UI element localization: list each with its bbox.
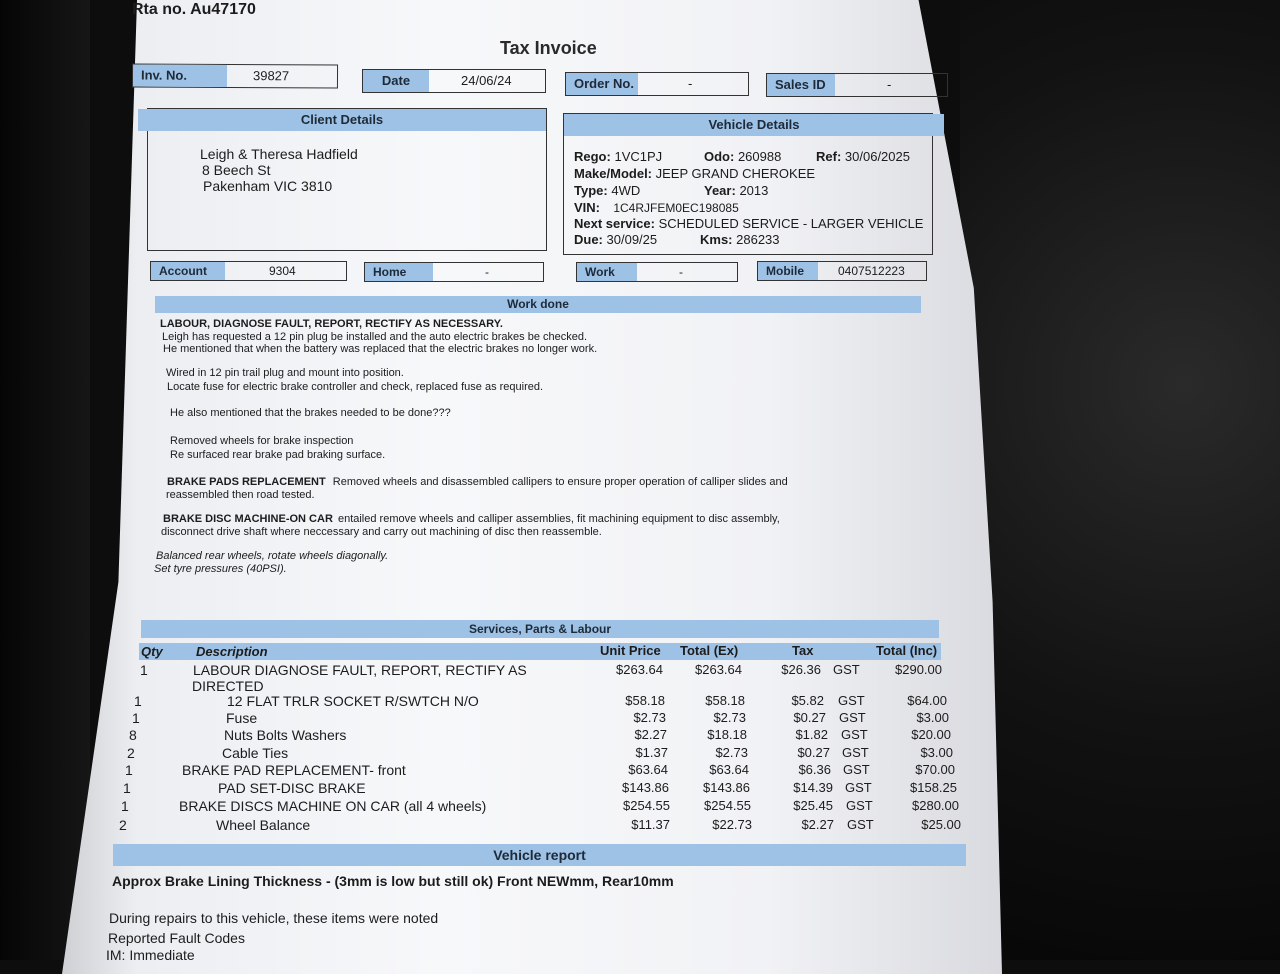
brake-disc-note: BRAKE DISC MACHINE-ON CAR entailed remove wheels and calliper assemblies, fit machining equipment to disc assembly, (163, 513, 780, 525)
row-qty: 1 (121, 798, 129, 814)
row-gst: GST (847, 817, 874, 832)
row-tax: $2.27 (801, 817, 834, 832)
work-line-7: Removed wheels for brake inspection (170, 435, 354, 447)
vehicle-make: JEEP GRAND CHEROKEE (655, 166, 816, 181)
row-unit-price: $263.64 (616, 662, 663, 677)
services-column-header: Qty Description Unit Price Total (Ex) Tax Total (Inc) (139, 643, 941, 660)
vehicle-odo: 260988 (737, 149, 782, 164)
work-line-9: Balanced rear wheels, rotate wheels diagonally. (156, 550, 389, 562)
client-details-heading: Client Details (138, 109, 546, 131)
row-tax: $5.82 (791, 693, 824, 708)
row-gst: GST (833, 662, 860, 677)
work-line-3: He mentioned that when the battery was replaced that the electric brakes no longer work. (163, 343, 598, 355)
row-qty: 1 (140, 662, 148, 678)
row-tax: $26.36 (781, 662, 821, 677)
date-field: Date 24/06/24 (362, 69, 546, 93)
service-due: 30/09/25 (606, 232, 658, 247)
row-unit-price: $11.37 (631, 817, 670, 832)
vehicle-year: 2013 (739, 183, 769, 198)
work-line-1: LABOUR, DIAGNOSE FAULT, REPORT, RECTIFY AS NECESSARY. (160, 318, 503, 330)
row-tax: $14.39 (793, 780, 833, 795)
row-description: Nuts Bolts Washers (224, 727, 347, 743)
row-total-inc: $64.00 (907, 693, 947, 708)
row-unit-price: $58.18 (625, 693, 665, 708)
row-total-inc: $158.25 (910, 780, 957, 795)
row-gst: GST (846, 798, 873, 813)
brake-pads-note-2: reassembled then road tested. (166, 489, 315, 501)
service-kms: 286233 (736, 232, 780, 247)
row-total-ex: $58.18 (705, 693, 745, 708)
row-total-ex: $2.73 (715, 745, 748, 760)
row-qty: 1 (125, 762, 133, 778)
row-description: PAD SET-DISC BRAKE (218, 780, 366, 796)
row-gst: GST (842, 745, 869, 760)
work-line-4: Wired in 12 pin trail plug and mount into position. (166, 367, 404, 379)
row-unit-price: $2.27 (634, 727, 667, 742)
row-tax: $0.27 (797, 745, 830, 760)
vehicle-details-box: Vehicle Details Rego: 1VC1PJ Odo: 260988 Ref: 30/06/2025 Make/Model: JEEP GRAND CHEROKEE Type: 4WD Year: 2013 VIN: 1C4RJFEM0EC198085 Next service: SCHEDULED SERVICE - LARGER VEHICLE Due: 30/09/25 Kms: 286233 (563, 113, 933, 255)
services-heading: Services, Parts & Labour (141, 620, 939, 638)
vehicle-rego: 1VC1PJ (614, 149, 663, 164)
row-description: BRAKE DISCS MACHINE ON CAR (all 4 wheels) (179, 798, 487, 814)
row-description: DIRECTED (192, 678, 264, 694)
row-total-ex: $18.18 (707, 727, 747, 742)
order-number-field: Order No. - (565, 72, 749, 96)
next-service: SCHEDULED SERVICE - LARGER VEHICLE (658, 216, 924, 231)
repairs-noted: During repairs to this vehicle, these items were noted (109, 910, 439, 926)
row-description: Fuse (226, 710, 258, 726)
row-unit-price: $254.55 (623, 798, 670, 813)
work-line-8: Re surfaced rear brake pad braking surface. (170, 449, 386, 461)
row-total-inc: $290.00 (895, 662, 942, 677)
work-line-6: He also mentioned that the brakes needed to be done??? (170, 407, 451, 419)
row-total-ex: $254.55 (704, 798, 751, 813)
brake-disc-note-2: disconnect drive shaft where neccessary and carry out machining of disc then reassemble. (161, 526, 602, 538)
row-qty: 1 (134, 693, 142, 709)
mobile-field: Mobile 0407512223 (757, 261, 927, 281)
row-total-ex: $2.73 (713, 710, 746, 725)
row-unit-price: $1.37 (635, 745, 668, 760)
row-total-ex: $143.86 (703, 780, 750, 795)
row-gst: GST (841, 727, 868, 742)
row-qty: 1 (132, 710, 140, 726)
row-qty: 8 (129, 727, 137, 743)
vehicle-vin: 1C4RJFEM0EC198085 (613, 201, 739, 215)
row-total-inc: $3.00 (920, 745, 953, 760)
vehicle-report-heading: Vehicle report (113, 844, 966, 866)
brake-pads-note: BRAKE PADS REPLACEMENT Removed wheels and disassembled callipers to ensure proper operation of calliper slides and (167, 476, 788, 488)
work-done-heading: Work done (155, 296, 921, 313)
home-phone-field: Home - (364, 262, 544, 282)
row-tax: $25.45 (793, 798, 833, 813)
row-total-inc: $280.00 (912, 798, 959, 813)
client-name: Leigh & Theresa Hadfield (200, 146, 358, 162)
invoice-number-field: Inv. No. 39827 (132, 63, 338, 88)
row-total-ex: $263.64 (695, 662, 742, 677)
row-total-ex: $22.73 (712, 817, 752, 832)
row-total-inc: $70.00 (915, 762, 955, 777)
row-description: BRAKE PAD REPLACEMENT- front (182, 762, 406, 778)
row-total-inc: $3.00 (916, 710, 949, 725)
work-line-2: Leigh has requested a 12 pin plug be installed and the auto electric brakes be checked. (162, 331, 588, 343)
rta-number: Rta no. Au47170 (132, 1, 256, 18)
row-gst: GST (839, 710, 866, 725)
row-unit-price: $143.86 (622, 780, 669, 795)
row-tax: $0.27 (793, 710, 826, 725)
row-qty: 2 (127, 745, 135, 761)
brake-lining-thickness: Approx Brake Lining Thickness - (3mm is low but still ok) Front NEWmm, Rear10mm (112, 873, 674, 889)
work-line-10: Set tyre pressures (40PSI). (154, 563, 287, 575)
row-tax: $6.36 (798, 762, 831, 777)
row-qty: 2 (119, 817, 127, 833)
row-gst: GST (845, 780, 872, 795)
document-title: Tax Invoice (500, 38, 597, 58)
row-total-inc: $20.00 (911, 727, 951, 742)
row-description: Wheel Balance (216, 817, 311, 833)
reported-fault-codes: Reported Fault Codes (108, 930, 245, 946)
account-field: Account 9304 (150, 261, 347, 281)
work-line-5: Locate fuse for electric brake controller and check, replaced fuse as required. (167, 381, 544, 393)
immediate-label: IM: Immediate (106, 947, 195, 963)
vehicle-type: 4WD (611, 183, 641, 198)
row-description: 12 FLAT TRLR SOCKET R/SWTCH N/O (227, 693, 479, 709)
vehicle-details-heading: Vehicle Details (564, 114, 944, 136)
work-phone-field: Work - (576, 262, 738, 282)
row-tax: $1.82 (795, 727, 828, 742)
row-gst: GST (843, 762, 870, 777)
row-qty: 1 (123, 780, 131, 796)
row-gst: GST (838, 693, 865, 708)
vehicle-ref: 30/06/2025 (844, 149, 910, 164)
row-unit-price: $2.73 (633, 710, 666, 725)
client-city: Pakenham VIC 3810 (203, 178, 333, 194)
row-unit-price: $63.64 (628, 762, 668, 777)
sales-id-field: Sales ID - (766, 73, 948, 97)
row-description: LABOUR DIAGNOSE FAULT, REPORT, RECTIFY AS (193, 662, 527, 678)
client-street: 8 Beech St (202, 162, 271, 178)
row-description: Cable Ties (222, 745, 289, 761)
client-details-box (147, 108, 547, 251)
row-total-ex: $63.64 (709, 762, 749, 777)
row-total-inc: $25.00 (921, 817, 961, 832)
